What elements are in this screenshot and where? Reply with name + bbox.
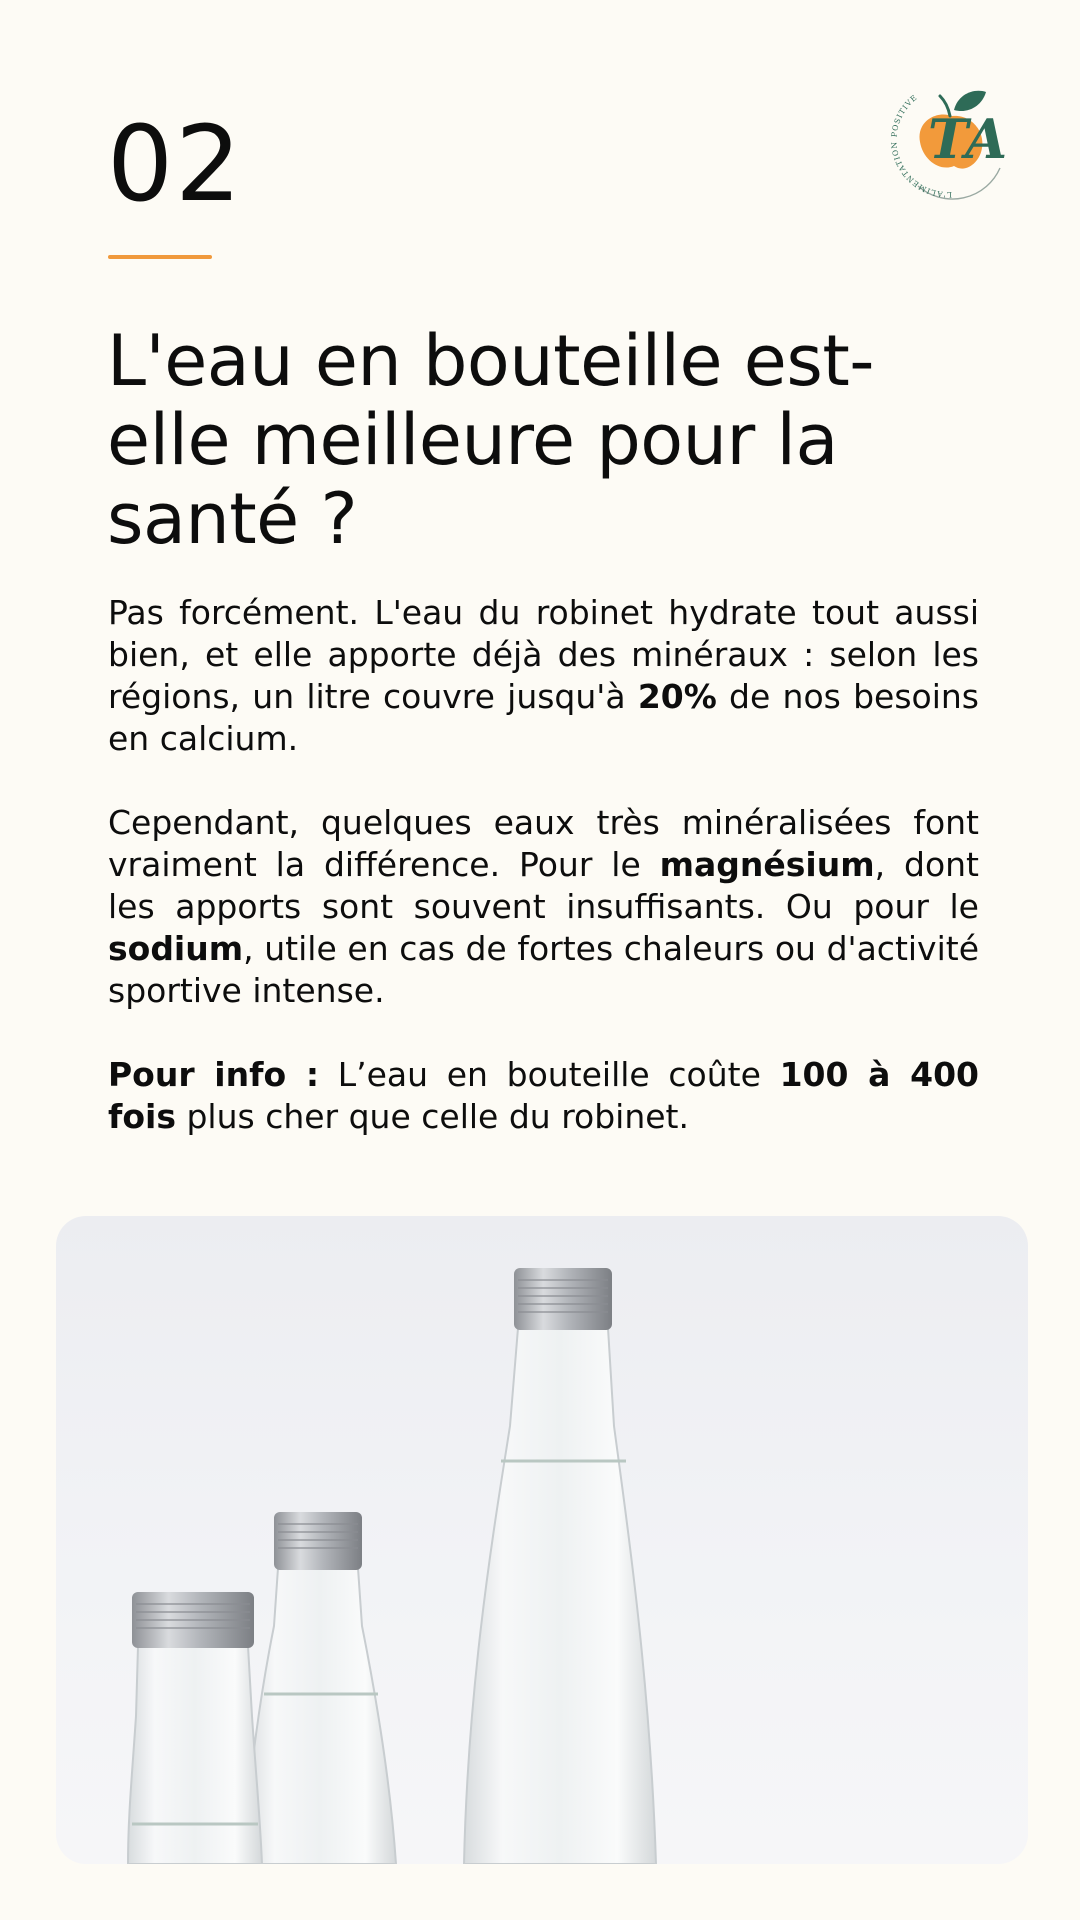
- page-title: L'eau en bouteille est-elle meilleure pour la santé ?: [107, 320, 875, 560]
- paragraph-price-info: Pour info : L’eau en bouteille coûte 100 à 400 fois plus cher que celle du robinet.: [108, 1055, 980, 1136]
- bottles-photo: [56, 1216, 1028, 1864]
- price-multiplier: 100 à 400 fois: [108, 1055, 980, 1136]
- body-text: [108, 592, 979, 1180]
- brand-logo: [888, 76, 1016, 204]
- middle-bottle: [244, 1512, 396, 1864]
- svg-text:L'ALIMENTATION POSITIVE: L'ALIMENTATION POSITIVE: [889, 92, 953, 200]
- info-label: Pour info :: [108, 1055, 320, 1094]
- magnesium-highlight: magnésium: [659, 845, 875, 884]
- calcium-percent: 20%: [637, 677, 717, 716]
- small-bottle: [128, 1592, 262, 1864]
- glass-bottles-image: [56, 1216, 1028, 1864]
- accent-divider: [108, 255, 212, 259]
- apple-logo-icon: [888, 76, 1016, 204]
- large-bottle: [464, 1268, 656, 1864]
- slide-number: 02: [107, 103, 244, 225]
- paragraph-minerals: Cependant, quelques eaux très minéralisées font vraiment la différence. Pour le magnésium, dont les apports sont souvent insuffisants. Ou pour le sodium, utile en cas de fortes chaleurs ou d'activité sportive intense.: [108, 803, 979, 1010]
- sodium-highlight: sodium: [108, 929, 244, 968]
- paragraph-calcium: Pas forcément. L'eau du robinet hydrate tout aussi bien, et elle apporte déjà des minéraux : selon les régions, un litre couvre jusqu'à 20% de nos besoins en calcium.: [108, 593, 979, 758]
- svg-text:TA: TA: [928, 107, 1008, 171]
